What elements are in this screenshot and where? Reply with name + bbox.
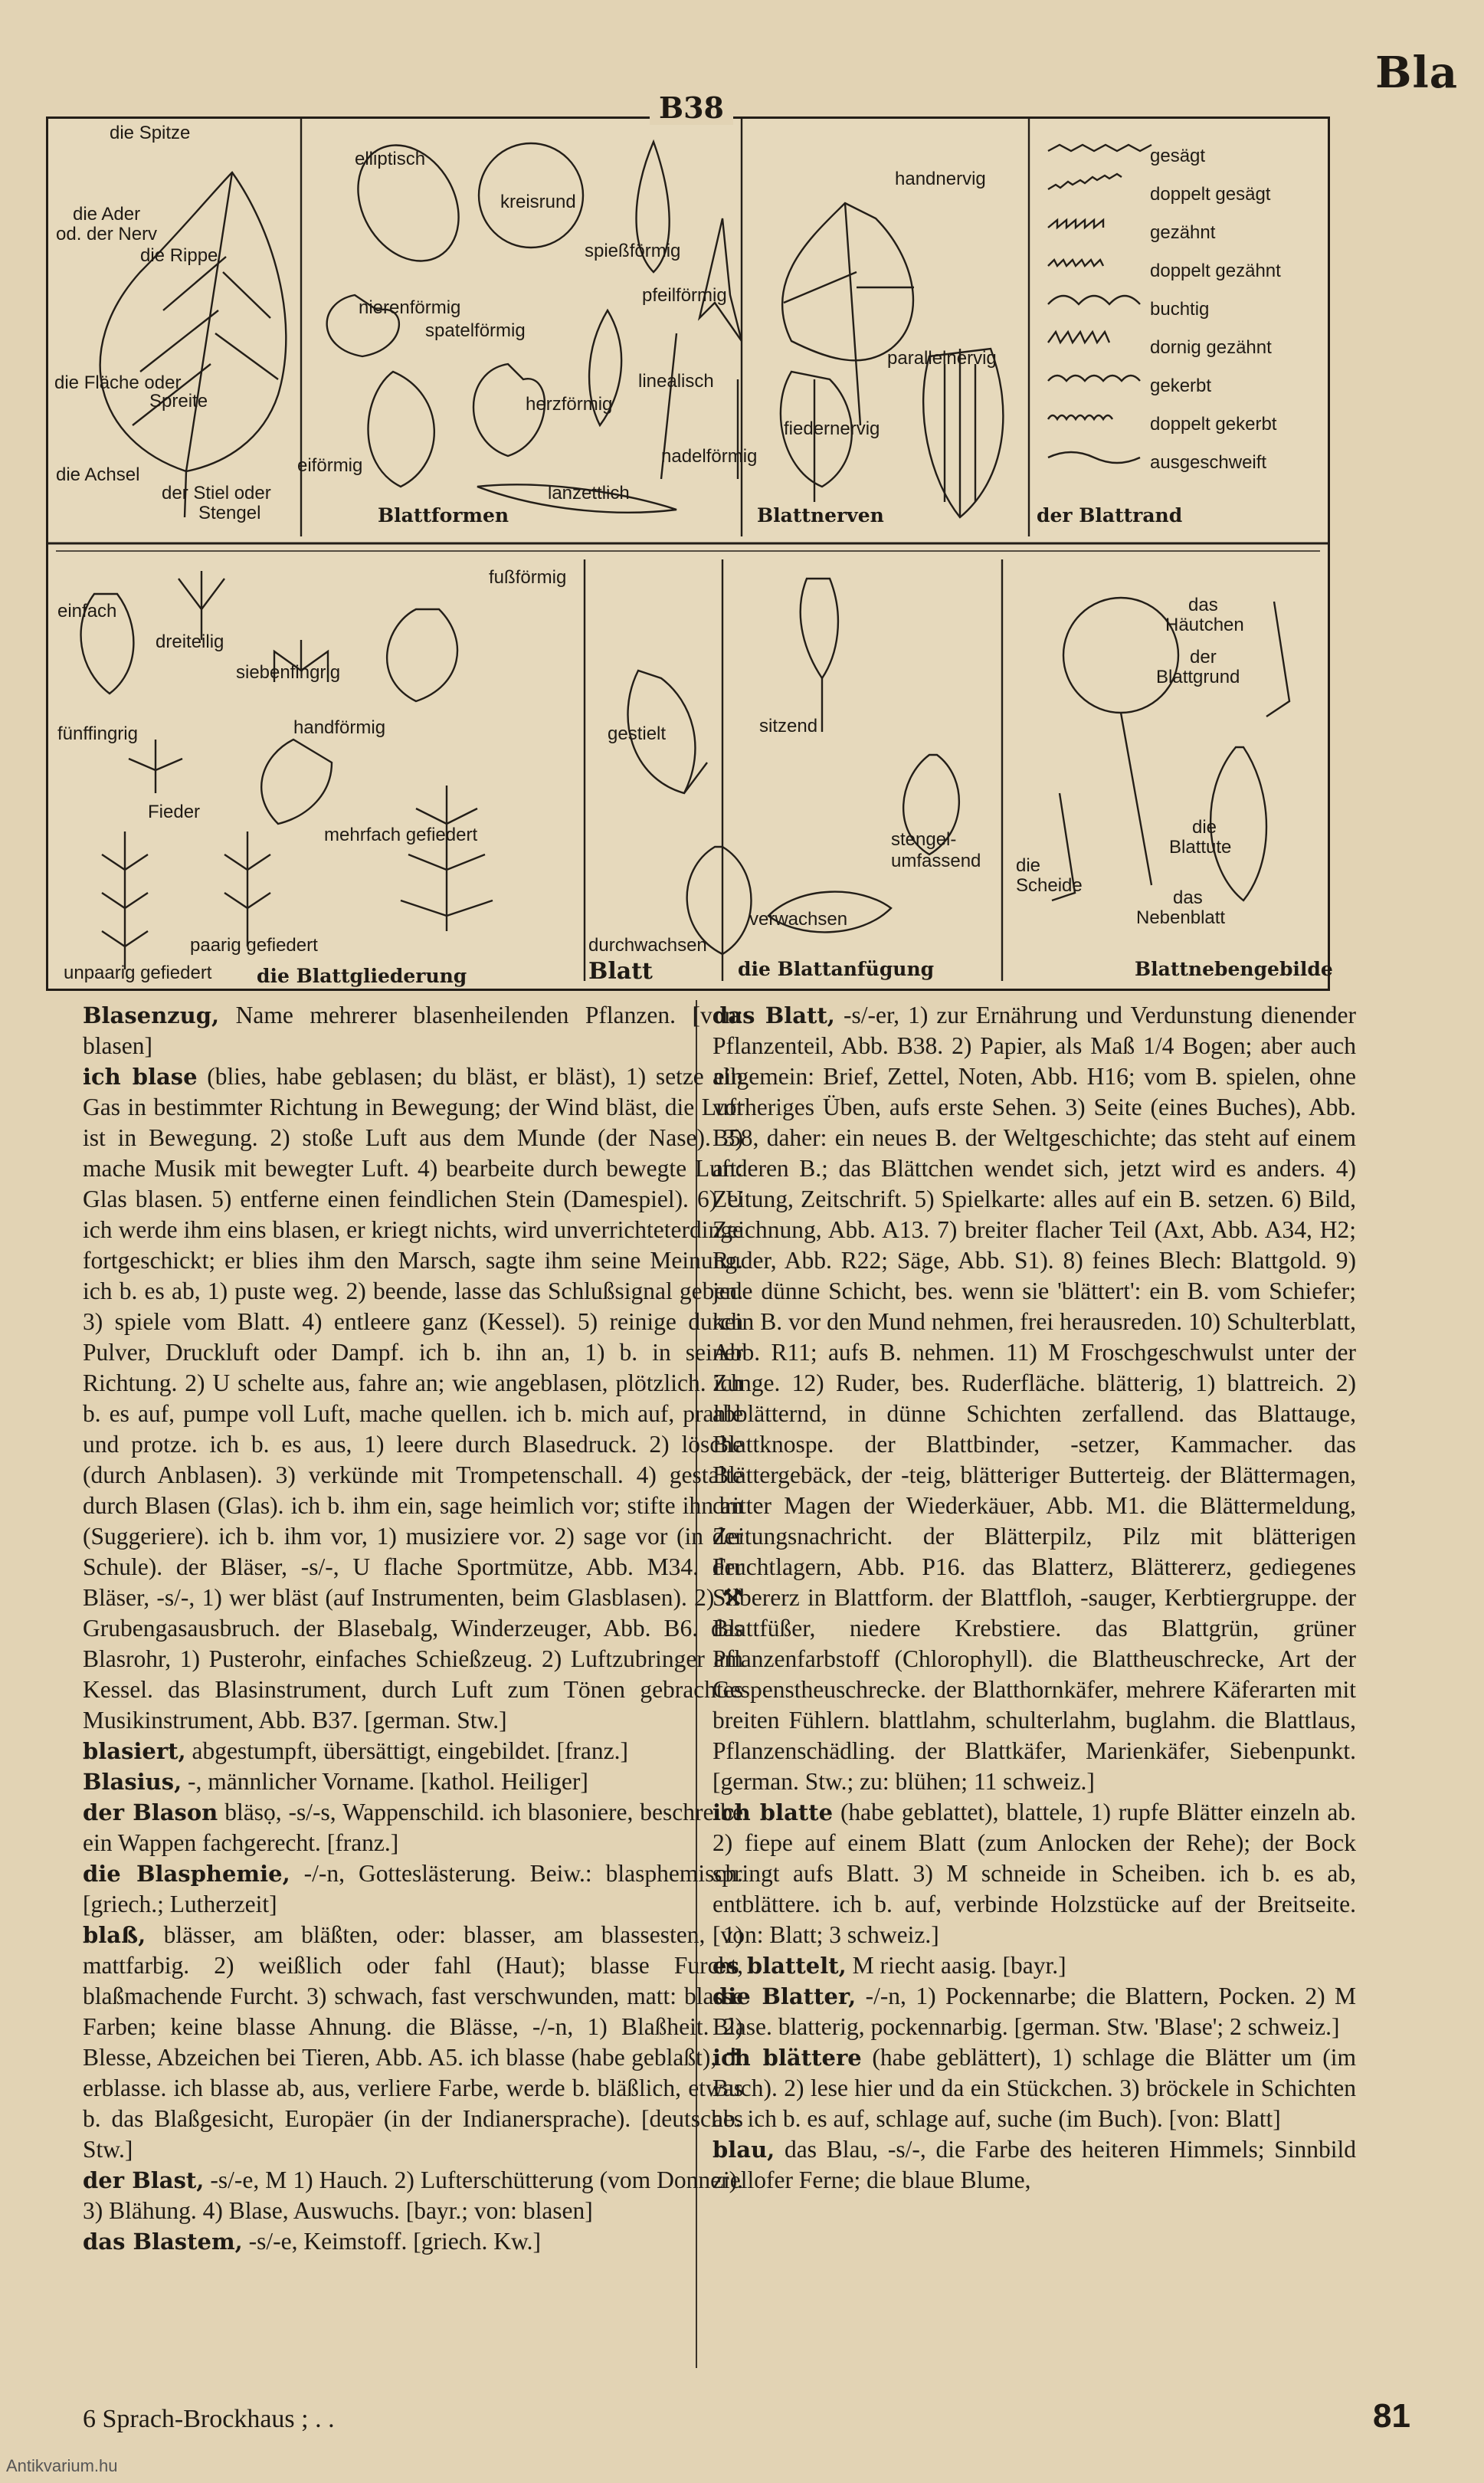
entry-headword: blaß, [83, 1922, 146, 1948]
entry-text: (blies, habe geblasen; du bläst, er bläst), 1) setze ein Gas in bestimmter Richtung in Bewegung; der Wind bläst, die Luft ist in Bewegung. 2) stoße Luft aus dem Munde (der Nase). 3) mache Musik mit bewegter Luft. 4) bearbeite durch bewegte Luft: Glas blasen. 5) entferne einen feindlichen Stein (Damespiel). 6) U ich werde ihm eins blasen, er kriegt nichts, wird unverrichteterdinge fortgeschickt; er blies ihm den Marsch, sagte ihm seine Meinung. ich b. es ab, 1) puste weg. 2) beende, lasse das Schlußsignal geben. 3) spiele vom Blatt. 4) entleere ganz (Kessel). 5) reinige durch Pulver, Druckluft oder Dampf. ich b. ihn an, 1) b. in seiner Richtung. 2) U schelte aus, fahre an; wie angeblasen, plötzlich. ich b. es auf, pumpe voll Luft, mache quellen. ich b. mich auf, prahle und protze. ich b. es aus, 1) leere durch Blasedruck. 2) lösche (durch Anblasen). 3) verkünde mit Trompetenschall. 4) gestalte durch Blasen (Glas). ich b. ihm ein, sage heimlich vor; stifte ihn an (Suggeriere). ich b. ihm vor, 1) musiziere vor. 2) sage vor (in der Schule). der Bläser, -s/-, U flache Sportmütze, Abb. M34. der Bläser, -s/-, 1) wer bläst (auf Instrumenten, beim Glasblasen). 2) ⚒ Grubengasausbruch. der Blasebalg, Winderzeuger, Abb. B6. das Blasrohr, 1) Pusterohr, einfaches Schießzeug. 2) Luftzubringer am Kessel. das Blasinstrument, durch Luft zum Tönen gebrachtes Musikinstrument, Abb. B37. [german. Stw.] [83, 1063, 743, 1734]
label-stengel: stengel- [891, 829, 957, 850]
label-doppelt-gekerbt: doppelt gekerbt [1150, 414, 1277, 435]
entry-headword: ich blättere [713, 2045, 862, 2071]
entry [83, 1797, 743, 1858]
entry [83, 2165, 743, 2226]
label-nebengebilde-das-1: das [1188, 595, 1218, 615]
label-umfassend: umfassend [891, 851, 981, 871]
label-gezaehnt: gezähnt [1150, 222, 1216, 243]
entry-headword: Blasenzug, [83, 1002, 220, 1028]
label-einfach: einfach [57, 601, 117, 622]
label-linealisch: linealisch [638, 371, 714, 392]
caption-nebengebilde: Blattnebengebilde [1135, 958, 1333, 980]
label-gestielt: gestielt [608, 723, 667, 744]
label-nierenfoermig: nierenförmig [359, 297, 461, 318]
label-elliptisch: elliptisch [355, 149, 426, 169]
label-pfeilfoermig: pfeilförmig [642, 285, 727, 306]
running-head-word: Bla [1375, 48, 1458, 98]
label-eifoermig: eiförmig [297, 455, 363, 476]
entry [83, 2226, 743, 2257]
label-scheide: Scheide [1016, 875, 1083, 896]
entry-text: -s/-e, M 1) Hauch. 2) Lufterschütterung (vom Donner). 3) Blähung. 4) Blase, Auswuchs. [bayr.; von: blasen] [83, 2166, 743, 2224]
caption-blattrand: der Blattrand [1037, 504, 1183, 526]
entry-text: (habe geblattet), blattele, 1) rupfe Blätter einzeln ab. 2) fiepe auf einem Blatt (zum Anlocken der Rehe); der Bock springt aufs Blatt. 3) M schneide in Scheiben. ich b. es ab, entblättere. ich b. auf, verbinde Holzstücke auf der Breitseite. [von: Blatt; 3 schweiz.] [713, 1799, 1356, 1948]
entry-headword: blau, [713, 2137, 775, 2163]
label-fieder: Fieder [148, 802, 201, 822]
label-buchtig: buchtig [1150, 299, 1210, 320]
caption-blatt: Blatt [588, 958, 653, 985]
caption-blattgliederung: die Blattgliederung [257, 965, 467, 987]
entry [83, 1736, 743, 1766]
label-handfoermig: handförmig [293, 717, 386, 738]
label-ausgeschweift: ausgeschweift [1150, 452, 1267, 473]
entry-headword: das Blatt, [713, 1002, 835, 1028]
label-herzfoermig: herzförmig [526, 394, 613, 415]
label-spiessfoermig: spießförmig [585, 241, 681, 261]
entry [83, 1000, 743, 1061]
label-parallelnervig: parallelnervig [887, 348, 997, 369]
label-siebenfingrig: siebenfingrig [236, 662, 341, 683]
caption-blattanfuegung: die Blattanfügung [738, 958, 935, 980]
label-blattute: Blattute [1169, 837, 1232, 858]
label-gesaegt: gesägt [1150, 146, 1206, 166]
entry-headword: ich blase [83, 1064, 198, 1090]
label-nerv: od. der Nerv [56, 224, 158, 244]
label-unpaarig-gefiedert: unpaarig gefiedert [64, 963, 212, 983]
label-rippe: die Rippe [140, 245, 218, 266]
illustration-plate [46, 116, 1333, 991]
label-durchwachsen: durchwachsen [588, 935, 707, 956]
entry [713, 2042, 1356, 2134]
entry [83, 1858, 743, 1920]
entry [83, 1920, 743, 2165]
label-doppelt-gesaegt: doppelt gesägt [1150, 184, 1271, 205]
label-achsel: die Achsel [56, 464, 140, 485]
label-blattgrund: Blattgrund [1156, 667, 1240, 687]
footer-signature: 6 Sprach-Brockhaus ; . . [83, 2405, 335, 2433]
label-lanzettlich: lanzettlich [548, 483, 630, 503]
label-dreiteilig: dreiteilig [156, 631, 224, 652]
entry-text: -/-n, 1) Pockennarbe; die Blattern, Pocken. 2) M Blase. blatterig, pockennarbig. [german. Stw. 'Blase'; 2 schweiz.] [713, 1983, 1356, 2040]
label-stengel: Stengel [198, 503, 261, 523]
right-text-column [713, 1000, 1356, 2364]
left-text-column [83, 1000, 743, 2364]
label-doppelt-gezaehnt: doppelt gezähnt [1150, 261, 1281, 281]
entry-text: -, männlicher Vorname. [kathol. Heiliger] [182, 1768, 588, 1795]
label-fuenffingrig: fünffingrig [57, 723, 138, 744]
entry-text: (habe geblättert), 1) schlage die Blätter um (im Buch). 2) lese hier und da ein Stückchen. 3) bröckele in Schichten ab. ich b. es auf, schlage auf, suche (im Buch). [von: Blatt] [713, 2044, 1356, 2132]
entry-headword: blasiert, [83, 1738, 186, 1764]
label-sitzend: sitzend [759, 716, 818, 736]
label-haeutchen: Häutchen [1165, 615, 1244, 635]
entry-text: -s/-e, Keimstoff. [griech. Kw.] [242, 2228, 542, 2255]
entry-text: -/-n, Gotteslästerung. Beiw.: blasphemisch. [griech.; Lutherzeit] [83, 1860, 743, 1917]
entry [713, 2134, 1356, 2196]
entry-headword: der Blast, [83, 2167, 205, 2193]
entry-text: abgestumpft, übersättigt, eingebildet. [franz.] [185, 1737, 628, 1764]
label-fussfoermig: fußförmig [489, 567, 567, 588]
label-nebengebilde-der: der [1190, 647, 1217, 667]
page-number: 81 [1373, 2397, 1410, 2435]
label-gekerbt: gekerbt [1150, 376, 1212, 396]
entry-headword: Blasius, [83, 1769, 182, 1795]
label-paarig-gefiedert: paarig gefiedert [190, 935, 318, 956]
label-mehrfach-gefiedert: mehrfach gefiedert [324, 825, 478, 845]
label-kreisrund: kreisrund [500, 192, 576, 212]
label-flaeche: die Fläche oder [54, 372, 182, 393]
caption-blattnerven: Blattnerven [757, 504, 884, 526]
label-spitze: die Spitze [110, 123, 191, 143]
entry [713, 1000, 1356, 1797]
watermark: Antikvarium.hu [6, 2456, 118, 2475]
label-verwachsen: verwachsen [749, 909, 848, 930]
label-nebenblatt: Nebenblatt [1136, 907, 1226, 928]
entry-text: -s/-er, 1) zur Ernährung und Verdunstung dienender Pflanzenteil, Abb. B38. 2) Papier, als Maß 1/4 Bogen; aber auch allgemein: Brief, Zettel, Noten, Abb. H16; vom B. spielen, ohne vorheriges Üben, aufs erste Sehen. 3) Seite (eines Buches), Abb. B58, daher: ein neues B. der Weltgeschichte; das steht auf einem anderen B.; das Blättchen wendet sich, jetzt wird es anders. 4) Zeitung, Zeitschrift. 5) Spielkarte: alles auf ein B. setzen. 6) Bild, Zeichnung, Abb. A13. 7) breiter flacher Teil (Axt, Abb. A34, H2; Ruder, Abb. R22; Säge, Abb. S1). 8) feines Blech: Blattgold. 9) jede dünne Schicht, bes. wenn sie 'blättert': ein B. vom Schiefer; kein B. vor den Mund nehmen, frei herausreden. 10) Schulterblatt, Abb. R11; aufs B. nehmen. 11) M Froschgeschwulst unter der Zunge. 12) Ruder, bes. Ruderfläche. blätterig, 1) blattreich. 2) abblätternd, in dünne Schichten zerfallend. das Blattauge, Blattknospe. der Blattbinder, -setzer, Kammacher. das Blättergebäck, der -teig, blätteriger Butterteig. der Blättermagen, dritter Magen der Wiederkäuer, Abb. M1. die Blättermeldung, Zeitungsnachricht. der Blätterpilz, Pilz mit blätterigen Fruchtlagern, Abb. P16. das Blatterz, Blättererz, gediegenes Silbererz in Blattform. der Blattfloh, -sauger, Kerbtiergruppe. der Blattfüßer, niedere Krebstiere. das Blattgrün, grüner Pflanzenfarbstoff (Chlorophyll). die Blattheuschrecke, Art der Gespenstheuschrecke. der Blatthornkäfer, mehrere Käferarten mit breiten Fühlern. blattlahm, schulterlahm, buglahm. die Blattlaus, Pflanzenschädling. der Blattkäfer, Marienkäfer, Siebenpunkt. [german. Stw.; zu: blühen; 11 schweiz.] [713, 1002, 1356, 1795]
label-spreite: Spreite [149, 391, 208, 412]
label-spatelfoermig: spatelförmig [425, 320, 526, 341]
entry-text: M riecht aasig. [bayr.] [846, 1952, 1066, 1979]
entry-headword: es blattelt, [713, 1953, 847, 1979]
caption-blattformen: Blattformen [378, 504, 509, 526]
label-nebengebilde-die-2: die [1016, 855, 1041, 876]
label-nadelfoermig: nadelförmig [661, 446, 758, 467]
label-nebengebilde-das-2: das [1173, 887, 1203, 908]
label-fiedernervig: fiedernervig [784, 418, 880, 439]
label-ader: die Ader [73, 204, 141, 225]
entry-headword: ich blatte [713, 1799, 834, 1825]
label-stiel: der Stiel oder [162, 483, 271, 503]
entry-text: Name mehrerer blasenheilenden Pflanzen. [von: blasen] [83, 1002, 743, 1059]
entry [83, 1766, 743, 1797]
entry [713, 1981, 1356, 2042]
entry-text: bläsọ, -s/-s, Wappenschild. ich blasoniere, beschreibe ein Wappen fachgerecht. [franz.] [83, 1799, 743, 1856]
entry-headword: die Blasphemie, [83, 1861, 290, 1887]
entry-text: blässer, am bläßten, oder: blasser, am blassesten, 1) mattfarbig. 2) weißlich oder fahl (Haut); blasse Furcht, blaßmachende Furcht. 3) schwach, fast verschwunden, matt: blasse Farben; keine blasse Ahnung. die Blässe, -/-n, 1) Blaßheit. 2) Blesse, Abzeichen bei Tieren, Abb. A5. ich blasse (habe geblaßt), ✝ erblasse. ich blasse ab, aus, verliere Farbe, werde b. bläßlich, etwas b. das Blaßgesicht, Europäer (in der Indianersprache). [deutsches Stw.] [83, 1921, 743, 2163]
entry-headword: der Blason [83, 1799, 218, 1825]
label-nebengebilde-die-1: die [1192, 817, 1217, 838]
label-handnervig: handnervig [895, 169, 986, 189]
label-dornig-gezaehnt: dornig gezähnt [1150, 337, 1272, 358]
entry [83, 1061, 743, 1736]
plate-drawings [48, 119, 1328, 989]
entry-headword: die Blatter, [713, 1983, 857, 2009]
entry-headword: das Blastem, [83, 2229, 243, 2255]
plate-label: B38 [650, 90, 733, 125]
entry [713, 1797, 1356, 1950]
entry-text: das Blau, -s/-, die Farbe des heiteren Himmels; Sinnbild ziellofer Ferne; die blaue Blume, [713, 2136, 1356, 2193]
entry [713, 1950, 1356, 1981]
